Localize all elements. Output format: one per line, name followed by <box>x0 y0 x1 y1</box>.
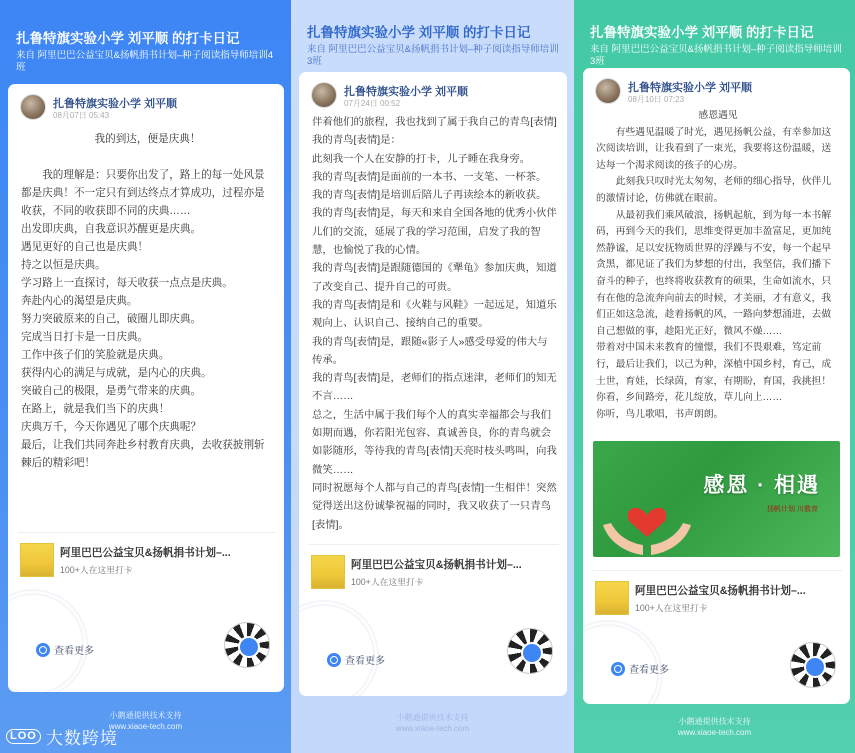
banner-subtitle: 扬帆计划 川教育 <box>767 506 818 513</box>
user-name[interactable]: 扎鲁特旗实验小学 刘平顺 <box>628 82 753 94</box>
footer <box>291 712 574 734</box>
banner-title: 感恩 · 相遇 <box>703 474 820 497</box>
view-more-label: 查看更多 <box>54 646 94 657</box>
avatar[interactable] <box>20 94 46 120</box>
program-link[interactable] <box>593 570 842 616</box>
post-card <box>299 72 567 696</box>
post-line: 我的青鸟[表情]是，每天和来自全国各地的优秀小伙伴儿们的交流，延展了我的学习范围，启发了我的智慧，也愉悦了我的心情。 <box>312 208 557 257</box>
post-card <box>583 68 850 704</box>
user-info <box>20 94 274 124</box>
post-line: 感恩遇见 <box>698 110 738 121</box>
watermark-logo: LOO <box>6 729 41 744</box>
diary-source[interactable]: 来自 阿里巴巴公益宝贝&扬帆捐书计划–种子阅读指导师培训4班 <box>16 50 274 73</box>
qr-code <box>790 642 836 688</box>
post-line: 我的青鸟[表情]是，老师们的指点迷津，老师们的知无不言…… <box>312 373 557 403</box>
post-line: 我的到达，便是庆典！ <box>94 133 201 145</box>
post-line: 完成当日打卡是一日庆典。 <box>21 331 149 343</box>
footer-url[interactable]: www.xiaoe-tech.com <box>395 724 470 733</box>
post-body <box>21 130 274 472</box>
footer-support: 小鹅通提供技术支持 <box>396 713 469 722</box>
program-link[interactable] <box>18 532 276 578</box>
post-line: 工作中孩子们的笑脸就是庆典。 <box>21 349 170 361</box>
post-date: 08月07日 05:43 <box>53 111 110 120</box>
diary-title: 扎鲁特旗实验小学 刘平顺 的打卡日记 <box>307 25 531 40</box>
post-line: 我的理解是：只要你出发了，路上的每一处风景都是庆典！不一定只有到达终点才算成功，过程亦是收获，不同的收获即不同的庆典…… <box>21 169 265 217</box>
avatar[interactable] <box>311 82 337 108</box>
footer <box>574 716 855 738</box>
post-line: 努力突破原来的自己，破圈儿即庆典。 <box>21 313 202 325</box>
post-line: 伴着他们的旅程，我也找到了属于我自己的青鸟[表情] <box>312 117 557 128</box>
post-line: 总之，生活中属于我们每个人的真实幸福都会与我们如期而遇，你若阳光包容、真诚善良，你的青鸟就会如影随形，等待我的青鸟[表情]天亮时枝头鸣叫，向我微笑…… <box>312 409 557 476</box>
footer-url[interactable]: www.xiaoe-tech.com <box>108 722 183 731</box>
program-title[interactable]: 阿里巴巴公益宝贝&扬帆捐书计划–... <box>60 547 231 559</box>
diary-header <box>590 24 845 68</box>
banner-image <box>593 441 840 557</box>
diary-source[interactable]: 来自 阿里巴巴公益宝贝&扬帆捐书计划–种子阅读指导师培训3班 <box>590 44 842 67</box>
post-date: 08月10日 07:23 <box>628 95 685 104</box>
program-subtitle: 100+人在这里打卡 <box>351 577 424 587</box>
post-line: 持之以恒是庆典。 <box>21 259 106 271</box>
diary-source[interactable]: 来自 阿里巴巴公益宝贝&扬帆捐书计划–种子阅读指导师培训3班 <box>307 44 559 67</box>
view-more-icon <box>327 653 341 667</box>
post-line: 出发即庆典，自我意识苏醒更是庆典。 <box>21 223 202 235</box>
diary-header <box>307 24 564 68</box>
post-line: 我的青鸟[表情]是面前的一本书、一支笔、一杯茶。 <box>312 171 547 183</box>
footer-url[interactable]: www.xiaoe-tech.com <box>677 728 752 737</box>
user-info <box>595 78 840 108</box>
watermark <box>6 724 118 749</box>
diary-title: 扎鲁特旗实验小学 刘平顺 的打卡日记 <box>590 25 814 40</box>
panel-3 <box>574 0 855 753</box>
view-more-button[interactable] <box>36 642 94 657</box>
footer-support: 小鹅通提供技术支持 <box>678 717 751 726</box>
post-line: 我的青鸟[表情]是： <box>312 135 401 147</box>
panel-1 <box>0 0 291 753</box>
post-line: 在路上，就是我们当下的庆典！ <box>21 403 170 415</box>
post-line: 我的青鸟[表情]是培训后陪儿子再读绘本的新收获。 <box>312 190 547 202</box>
view-more-label: 查看更多 <box>629 665 669 676</box>
view-more-icon <box>611 662 625 676</box>
view-more-icon <box>36 643 50 657</box>
post-line: 此刻我只叹时光太匆匆，老师的细心指导，伙伴儿的激情讨论，仿佛就在眼前。 <box>596 176 832 204</box>
diary-title: 扎鲁特旗实验小学 刘平顺 的打卡日记 <box>16 31 240 46</box>
post-date: 07月24日 00:52 <box>344 99 401 108</box>
fingerprint-icon <box>8 589 88 692</box>
avatar[interactable] <box>595 78 621 104</box>
diary-header <box>16 30 281 74</box>
post-line: 同时祝愿每个人都与自己的青鸟[表情]一生相伴！突然觉得送出这份诚挚祝福的同时，我又收获了一只青鸟[表情]。 <box>312 482 557 531</box>
program-cover-icon <box>20 543 54 577</box>
qr-code <box>224 622 270 668</box>
program-subtitle: 100+人在这里打卡 <box>60 565 133 575</box>
post-line: 获得内心的满足与成就，是内心的庆典。 <box>21 367 212 379</box>
post-line: 从最初我们乘风破浪，扬帆起航，到为每一本书解码，再到今天的我们，思维变得更加丰盈富足，更加纯然静谧，足以安抚物质世界的浮躁与不安，每一个起早贪黑，都见证了我们为梦想的付出，我坚信，我们播下奋斗的种子，也终将收获教育的硕果，生命如流水，只有在他的急流奔向前去的时候，才美丽，才有意义，我们正如这急流，趁着扬帆的风，一路向梦想涌进，去做自己想做的事，趁阳光正好，微风不燥…… <box>596 209 832 337</box>
post-line: 有些遇见温暖了时光，遇见扬帆公益，有幸参加这次阅读培训，让我看到了一束光，我要将这份温暖，送达每一个渴求阅读的孩子的心房。 <box>596 126 832 171</box>
post-line: 学习路上一直探讨，每天收获一点点是庆典。 <box>21 277 233 289</box>
program-subtitle: 100+人在这里打卡 <box>635 603 708 613</box>
post-card <box>8 84 284 692</box>
view-more-label: 查看更多 <box>345 656 385 667</box>
view-more-button[interactable] <box>327 652 385 667</box>
post-line: 奔赴内心的渴望是庆典。 <box>21 295 138 307</box>
post-line: 遇见更好的自己也是庆典！ <box>21 241 149 253</box>
footer-support: 小鹅通提供技术支持 <box>109 711 182 720</box>
program-cover-icon <box>311 555 345 589</box>
user-name[interactable]: 扎鲁特旗实验小学 刘平顺 <box>53 98 178 110</box>
post-line: 你听，鸟儿歌唱，书声朗朗。 <box>596 408 724 420</box>
post-line: 我的青鸟[表情]是和《火鞋与风鞋》一起远足，知道乐观向上、认识自己、接纳自己的重要。 <box>312 299 557 330</box>
post-line: 带着对中国未来教育的憧憬，我们不畏艰难，笃定前行，最后让我们，以己为种，深植中国乡村，育己，成土世，育娃，长绿茵，育家，有期盼，育国，我挑担！ <box>596 342 832 387</box>
qr-code <box>507 628 553 674</box>
view-more-button[interactable] <box>611 661 669 676</box>
post-line: 我的青鸟[表情]是，跟随«影子人»感受母爱的伟大与传承。 <box>312 336 548 366</box>
post-line: 突破自己的极限，是勇气带来的庆典。 <box>21 385 202 397</box>
program-title[interactable]: 阿里巴巴公益宝贝&扬帆捐书计划–... <box>635 585 806 597</box>
panel-2 <box>291 0 574 753</box>
user-info <box>311 82 557 112</box>
post-body <box>312 114 557 535</box>
program-link[interactable] <box>309 544 559 590</box>
post-line: 此刻我一个人在安静的打卡，儿子睡在我身旁。 <box>312 153 531 165</box>
post-body <box>596 108 840 423</box>
watermark-text: 大数跨境 <box>45 729 118 748</box>
post-line: 最后，让我们共同奔赴乡村教育庆典，去收获披荆斩棘后的精彩吧！ <box>21 439 265 469</box>
user-name[interactable]: 扎鲁特旗实验小学 刘平顺 <box>344 86 469 98</box>
fingerprint-icon <box>299 600 379 696</box>
program-title[interactable]: 阿里巴巴公益宝贝&扬帆捐书计划–... <box>351 559 522 571</box>
post-line: 我的青鸟[表情]是跟随德国的《犟龟》参加庆典，知道了改变自己、提升自己的可贵。 <box>312 263 557 293</box>
post-line: 庆典万千，今天你遇见了哪个庆典呢？ <box>21 421 202 433</box>
post-line <box>21 148 274 166</box>
program-cover-icon <box>595 581 629 615</box>
post-line: 你看，乡间路旁，花儿绽放，草儿向上…… <box>596 392 783 404</box>
